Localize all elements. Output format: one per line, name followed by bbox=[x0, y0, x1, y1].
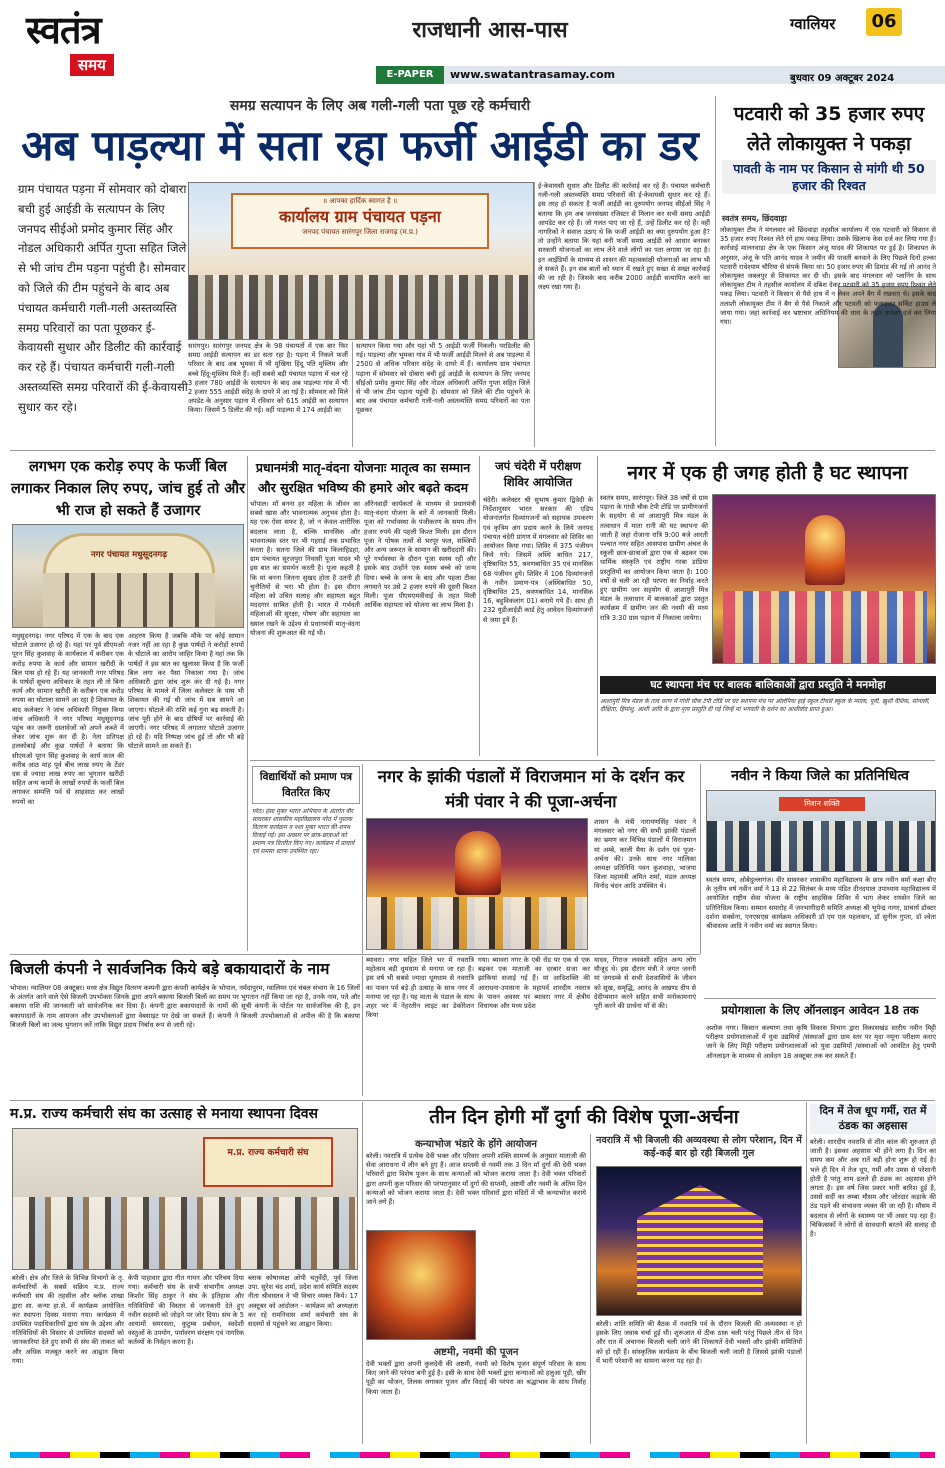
naveen-text: स्वतंत्र समय, ओबेदुल्लागंज। वीर सावरकर शासकीय महाविद्यालय के छात्र नवीन वर्मा कक्षा बीए के तृतीय वर्ष नवीन वर्मा ने 13 से 22 सितंबर के मध्य पंडित दीनदयाल उपाध्याय महाविद्यालय में आयोजित राष्ट्रीय सेवा योजना के राष्ट्रीय साहसिक शिविर में भाग लेकर रायसेन जिले का प्रतिनिधित्व किया। सम्मान समारोह में जनभागीदारी समिति अध्यक्ष श्री भूपेन्द्र नागर, प्राचार्य डॉक्टर दर्शना सक्सेना, एनएसएस कार्यक्रम अधिकारी डॉ एम एल पहलवान, डॉ सुनील गुप्ता, डॉ श्वेता श्रीवास्तव आदि ने नवीन वर्मा का स्वागत किया। bbox=[706, 876, 936, 931]
lab-text: अशोक नगर। किसान कल्याण तथा कृषि विकास विभाग द्वारा विकासखंड स्तरीय नवीन मिट्टी परीक्षण प्रयोगशालाओं में युवा उद्यमियों /संस्थाओं द्वारा ग्राम स्तर पर मृदा नमूना परीक्षण कराए जाने के लिए मिट्टी परीक्षण प्रयोगशालाओं को युवा उद्यमियों /संस्थाओं को आवंटित हेतु एमपी ऑनलाइन के माध्यम से आवेदन 18 अक्टूबर तक कर सकते हैं। bbox=[706, 1024, 936, 1060]
ghat-photo bbox=[712, 494, 936, 664]
durga-text1: बरेली। नवरात्रि में प्रत्येक देवी भक्त और परिवार अपनी शक्ति सामर्थ्य के अनुसार माताजी की सेवा आराधना में लीन बने हुए हैं। आज सप्तमी से नवमी तक 3 दिन माँ दुर्गा की देवी भक्त परिवारों द्वारा विशेष पूजन के साथ कन्याओं को भोजन कराया जाता है। देवी भक्त परिवारों द्वारा अपनी कुल परिवार की परंपरानुसार माँ दुर्गा की सप्तमी, अष्टमी और नवमी के अंतिम दिन कन्याओं को भोजन कराया जाता है। देवी भक्त परिवारों द्वारा मंदिरों में भी कन्याभोज कराये जाने लगे हैं। bbox=[366, 1152, 586, 1207]
durga-text1b bbox=[480, 1230, 586, 1340]
sign-main-text: कार्यालय ग्राम पंचायत पड़ना bbox=[279, 207, 441, 226]
print-color-bar-right bbox=[650, 1452, 935, 1458]
lokayukt-headline-2: लेते लोकायुक्त ने पकड़ा bbox=[747, 133, 911, 155]
bijli-text: भोपाल। ग्वालियर 08 अक्टूबर। मध्य क्षेत्र विद्युत वितरण कम्पनी द्वारा कंपनी कार्यक्षेत्र के भोपाल, नर्मदापुरम, ग्वालियर एवं चंबल संभाग के 16 जिलों के अंतर्गत आने वाले ऐसे बिजली उपभोक्ता जिनके द्वारा अपने बकाया बिजली बिलों का समय पर भुगतान नहीं किया जा रहा है, उनके नाम, पते और बकाया राशि की जानकारी को सार्वजनिक कर दिया है। कंपनी द्वारा बकायादारों के नामों की सूची कंपनी के पोर्टल पर सार्वजनिक की है, इन बकायादारों के नाम आमजन और उपभोक्ताओं द्वारा वेबसाइट पर देखे जा सकते हैं। कंपनी ने बिजली उपभोक्ताओं से अपील की है कि बकाया बिजली बिलों का जल्द भुगतान करें ताकि विद्युत प्रदाय निर्बाध रूप से जारी रहे। bbox=[10, 984, 360, 1029]
brand-logo bbox=[26, 7, 166, 82]
jhanki-photo bbox=[366, 818, 588, 950]
jhanki-col2: गया। ब्यावरा नगर के एबी रोड पर एक से एक बढ़कर एक माताजी का दरबार सजा कर झांकियां सजाई गई हैं। मां आदिशक्ति की आराधना-उपासना के महापर्व शारदीय नवरात्र के पावन अवसर पर ब्यावरा नगर में क्षेत्रीय विधायक और मध्य प्रदेश bbox=[478, 956, 590, 1011]
sangh-col2: केपी पाहावार द्वारा गीत गायन और परिचय दिया गया। कर्मचारी संघ के सभी संभागीय अध्यक्ष किशोर सिंह ठाकुर ने संघ के इतिहास और गतिविधियों की विस्तार से जानकारी देते हुए नवीन सदस्यों को जोड़ने पर जोर दिया। संघ के 5 आयामों समरसता, कुटुम्ब प्रबोधन, स्वदेशी वस्तुओं के उपयोग, पर्यावरण संरक्षण एवं नागरिक कर्तव्यों के निर्वहन करना है। bbox=[128, 1274, 244, 1347]
sangh-headline: म.प्र. राज्य कर्मचारी संघ का उत्साह से मनाया स्थापना दिवस bbox=[10, 1106, 318, 1122]
stage-goddess bbox=[805, 515, 845, 585]
jhanki-side: शासन के मंत्री नारायणसिंह पंवार ने मंगलवार को नगर की सभी झांकी पंडालों का भ्रमण कर विभिन्न पंडालों में विराजमान मां अम्बे, काली मैया के दर्शन एवं पूजा-अर्चना की। उनके साथ नगर पालिका अध्यक्ष प्रतिनिधि पवन कुशवाहा, भाजपा जिला महामंत्री अमित शर्मा, मंडल अध्यक्ष विनोद चंदन आदि उपस्थित थे। bbox=[594, 818, 696, 891]
page-number: 06 bbox=[866, 8, 902, 36]
ghat-caption: आशापुरी मित्र मंडल के तत्व धरण में गांधी चौक टेपी टोडि पर घट स्थापना मंच पर ओलंपिया हाई स्कूल टीचर्स स्कूल के म्याला, पूर्वी, खुशी वैशिक, सोनाली, दीक्षिता, हिमांशु, आशी आदि के द्वारा नृत्य प्रस्तुति दी गई जिन्हें मां भगवती के दर्शन का आशीर्वाद प्राप्त हुआ। bbox=[600, 698, 930, 713]
naveen-headline: नवीन ने किया जिले का प्रतिनिधित्व bbox=[731, 768, 909, 784]
jhanki-headline: नगर के झांकी पंडालों में विराजमान मां के दर्शन कर मंत्री पंवार ने की पूजा-अर्चना bbox=[377, 767, 685, 811]
print-color-bar-center bbox=[330, 1452, 630, 1458]
students-row bbox=[707, 821, 936, 872]
bijli-headline: बिजली कंपनी ने सार्वजनिक किये बड़े बकायादारों के नाम bbox=[10, 960, 330, 978]
durga-text2: देवी भक्तों द्वारा अपनी कुलदेवी की अष्टमी, नवमी को विशेष पूजन संपूर्ण परिवार के साथ किए जाने की परंपरा बनी हुई है। इसी के साथ देवी भक्तों द्वारा कन्याओं को हलुआ पूड़ी, खीर पूड़ी का भोजन, तिलक लगाकर पूजन और विदाई की परंपरा का श्रद्धाभाव के साथ निर्वाह किया जाता है। bbox=[366, 1360, 586, 1396]
fakebill-headline: लगभग एक करोड़ रुपए के फर्जी बिल लगाकर निकाल लिए रुपए, जांच हुई तो और भी राज हो सकते हैं उजागर bbox=[10, 459, 246, 519]
dancers bbox=[723, 591, 927, 664]
fakebill-col1: मधुसूदनगढ़। नगर परिषद में एक के बाद एक घोटाले उजागर हो रहे हैं। यहां पर पूर्व सीएमओ पूरन सिंह कुशवाह के कार्यकाल में करीबन एक करोड़ रुपया के कार्य और सामान खरीदी के बिल पास हो रहे हैं। यह जानकारी नगर परिषद के पार्षदों सूचना अधिकार के तहत ली तो बिना कार्य और सामान खरीदी के करीबन एक करोड़ रुपया का घोटाला सामने आ रहा है शिकायत के बाद कलेक्टर ने जांच अधिकारी नियुक्त किया जांच अधिकारी ने नगर परिषद मधुसूदनगढ़ पहुंच कर जरूरी दस्तावेजों को अपने कब्जे में लेकर जांच शुरू कर दी है। नेता प्रतिपक्ष हलकोबाई और कुछ पार्षदों ने बताया कि सीएमओ पूरन सिंह कुशवाह के कार्य काल की करीब आठ माह पूर्व बीच लाख रुपए के टेंडर दस से ज्यादा लाख रुपए का भुगतान खरीदी सहित अन्य कामों के लाखों रुपयों के फर्जी बिल लगाकर सम्पत्ति पर्व से साढ़साठ कर लाखों रुपयों का bbox=[12, 632, 124, 806]
brand-bottom: समय bbox=[70, 54, 114, 76]
lokayukt-text: लोकायुक्त टीम ने मंगलवार को छिंदवाड़ा तहसील कार्यालय में एक पटवारी को किसान से 35 हजार रुपए रिश्वत लेते रंगे हाथ पकड़ लिया। उसके खिलाफ केस दर्ज कर लिया गया है। कार्रवाई मालनवाड़ा क्षेत्र के एक किसान अंजू यादव की शिकायत पर हुई है। शिकायत के अनुसार, अंजू के पति आनंद यादव ने जमीन की पावती बनवाने के लिए पिछले दिनों हल्का पटवारी राधेश्याम चौरिया से संपर्क किया था। 50 हजार रुपए की डिमांड की गई तो आनंद ने लोकायुक्त जबलपुर से शिकायत कर दी थी। इसके बाद मंगलवार को प्लानिंग के साथ लोकायुक्त टीम ने तहसील कार्यालय में दबिश देकर पटवारी को 35 हजार रुपए रिश्वत लेते पकड़ लिया। पटवारी ने किसान से पैसे हाथ में न लेकर अपने बैग में रखवाए थे। इसके बाद तलाशी लोकायुक्त टीम ने बैग से पैसे निकाले और पटवारी को फकड़कर सर्किट हाउस ले जाया गया। जहां कार्रवाई कर भ्रष्टाचार अधिनियम की धारा के तहत मामला दर्ज कर लिया गया। bbox=[720, 226, 936, 327]
lead-col3: ई-केवायसी सुधार और डिलीट की कार्रवाई कर रहे हैं। पंचायत कर्मचारी गली-गली अस्तव्यस्ति समग्र परिवारों की ई-केवायसी सुधार कर रहे हैं। इस तरह हो सकता है फर्जी आईडी का दुरुपयोग जनपद सीईओ सिंह ने बताया कि हम अब जनसंख्या रजिस्टर से मिलान कर सभी समग्र आईडी आपडेट कर रहे हैं। जो गलत पाए जा रहे हैं, उन्हें डिलीट कर रहे हैं। वहीं नागरिकों ने सवाल उठाए थे कि फर्जी आईडी का क्या दुरुपयोग हुआ है? तो उन्होंने बताया कि यहां बनी फर्जी समग्र आईडी को आधार बनाकर सरकारी योजनाओं का लाभ लेने वाले लोगों का पता लगाया जा रहा है। इन आईडियों के माध्यम से शासन की महत्वकांक्षी योजनाओं का लाभ भी ले सकते हैं। इन सब बातों को ध्यान में रखते हुए सख्त से सख्त कार्रवाई की जा रही है। जिसके बाद करीब 2000 आईडी सत्यापित करने का लक्ष्य रखा गया है। bbox=[538, 182, 710, 292]
lokayukt-byline: स्वतंत्र समय, छिंदवाड़ा bbox=[722, 214, 787, 223]
lead-col1: सारंगपुर। सारंगपुर जनपद क्षेत्र के 98 पंचायतों में एक बार फिर समग्र आईडी सत्यापन का डर सता रहा है। पड़ना में निकले फर्जी परिवार के बाद अब भूमका में भी मुखिया हिंदू पति मुस्लिम और बच्चे हिंदू-मुस्लिम मिले हैं। वहीं सबसे बड़ी पंचायत पड़ाना में चल रहे 3 हजार 780 आईडी के सत्यापन के बाद अब पाड़ल्या गांव में भी 2 हजार 555 आईडी संदेह के दायरे में आ गई है। सोमवार को मिले अपडेट के अनुसार पड़ाना में रविवार को 615 आईडी का सत्यापन किया। जिसमें 5 डिलीट की गई। वहीं पाड़ल्या में 174 आईडी का bbox=[188, 342, 348, 415]
fakebill-col2: आहरण किया है जबकि मौके पर कोई सामान नजर नहीं आ रहा है कुछ पार्षदों ने करोड़ों रुपयों के घोटाले का आरोप जाहिर किया है यहां तक कि पार्षदों ने इस बात का खुलासा किया है कि फर्जी बिल लगा कर पैसा निकाला गया है। जांच अधिकारी द्वारा जांच शुरू कर दी गई है। नगर परिषद के मामले में जिला कलेक्टर के पास भी शिकायत की गई थी जांच में सब सामने आ जाएगा। घोटाले की राशि कई गुना बढ़ सकती है। जांच पूरी होने के बाद दोषियों पर कार्रवाई की जाएगी। नगर परिषद में लगातार घोटाले उजागर हो रहे हैं। यदि निष्पक्ष जांच हुई तो और भी बड़े घोटाले सामने आ सकते हैं। bbox=[128, 632, 244, 751]
lead-headline: अब पाड़ल्या में सता रहा फर्जी आईडी का डर bbox=[21, 121, 699, 170]
ghat-text: स्वतंत्र समय, सारंगपुर। जिले 38 वर्षों से ग्राम पड़ाना के गांधी चौक टेपी टोडि पर प्रामीणजनों के सहयोग से मां आशापुरी मित्र मंडल के तत्वाधान में माता रानी की घट स्थापना की जाती है जहां रोजाना रात्रि 9:00 बजे आरती पश्चात नगर सहित आसपास ग्रामीण अंचल के स्कूली छात्र-छात्राओं द्वारा एक से बढ़कर एक धार्मिक संस्कृति एवं राष्ट्रीय गरबा डांडिया प्रस्तुतियों का आयोजन किया जाता है। 100 वर्षों से चली आ रही परंपरा का निर्वाह करते हुए ग्रामीण जन सहयोग से आशापुरी मित्र मंडल के तत्वाधान में बालकाओं द्वारा प्रस्तुत कार्यक्रम में ग्रामीण जन की नवमी की मध्य रात्रि 3:30 ग्राम पड़ाना में निकाला जायेगा। bbox=[600, 494, 708, 622]
lead-kicker: समग्र सत्यापन के लिए अब गली-गली पता पूछ रहे कर्मचारी bbox=[229, 98, 531, 114]
durga-sub3: नवरात्रि में भी बिजली की अव्यवस्था से लोग परेशान, दिन में कई-कई बार हो रही बिजली गुल bbox=[596, 1135, 802, 1159]
vidyarthi-text: परेठ। हंसा मुक्त भारत अभियान के अंतर्गत वीर सावरकर शासकीय महाविद्यालय परेठ में पुस्तक वितरण कार्यक्रम व नशा मुक्त भारत की शपथ दिलाई गई। इस अवसर पर छात्र-छात्राओं को प्रमाण पत्र वितरित किए गए। कार्यक्रम में प्राचार्य एवं समस्त स्टाफ उपस्थित रहा। bbox=[252, 808, 355, 855]
lab-headline: प्रयोगशाला के लिए ऑनलाइन आवेदन 18 तक bbox=[721, 1003, 919, 1017]
sangh-members bbox=[13, 1197, 358, 1270]
sangh-col3: ब्लाक कोषाध्यक्ष ओपी चतुर्वेदी, पूर्व जिला उपा. सुरेश चंद शर्मा, प्रदेश कार्य समिति सदस्य नीता श्रीवास्तव ने भी विचार व्यक्त किये। 17 अक्टूबर को आंदोलन - कार्यक्रम को अध्यक्षता कर रहे रामनिवास शर्मा कर्मचारी संघ के सदस्यों से पहुंचने का आह्वान किया। bbox=[248, 1274, 358, 1329]
lokayukt-sub: पावती के नाम पर किसान से मांगी थी 50 हजार की रिश्वत bbox=[722, 160, 936, 194]
sangh-col1: बरेली। क्षेत्र और जिले के विभिन्न विभागों के तृ. कर्मचारियों के सबसे सक्रिय म.प्र. राज्य कर्मचारी संघ की तहसील और ब्लॉक शाखा द्वारा शा. कन्या हा.से. में कार्यक्रम आयोजित कर स्थापना दिवस मनाया गया। कार्यक्रम में उपस्थित पदाधिकारियों द्वारा संघ के उद्देश्य और गतिविधियों की विस्तार से उपस्थित सदस्यों को जानकारियां देते हुए सभी से संघ की ताकत को और अधिक मजबूत करने का आह्वान किया गया। bbox=[12, 1274, 124, 1365]
lit-pandal bbox=[637, 1185, 763, 1295]
gate-text: नगर पंचायत मधुसूदनगढ़ bbox=[91, 550, 167, 560]
sign-sub-text: जनपद पंचायत सारंगपुर जिला राजगढ़ (म.प्र.) bbox=[302, 228, 418, 236]
brand-top: स्वतंत्र bbox=[26, 7, 101, 52]
durga-photo-2 bbox=[596, 1166, 802, 1316]
ghat-headline: नगर में एक ही जगह होती है घट स्थापना bbox=[627, 462, 908, 484]
lead-col2: सत्यापन किया गया और यहां भी 5 आईडी फर्जी निकली। परडिलीट की गई। पाड़ल्या और भूमका गांव में भी फर्जी आईडी मिलने से अब पाड़ल्या में 2500 से अधिक परिवार संदेह के दायरे में हैं। कार्यालय ग्राम पंचायत पड़ाना में सोमवार को दोबारा बची हुई आईडी के सत्यापन के लिए जनपद सीईओ प्रमोद कुमार सिंह और नोडल अधिकारी अर्पित गुप्ता सहित जिले से भी जांच टीम पड़ाना पहुंची है। सोमवार को जिले की टीम पहुंचने के बाद अब पंचायत कर्मचारी गली-गली अस्तव्यस्ति समग्र परिवारों का पता पूछकर bbox=[356, 342, 530, 415]
durga-sub1: कन्याभोज भंडारे के होंगे आयोजन bbox=[415, 1139, 537, 1150]
pandal-idol bbox=[455, 831, 501, 895]
building-sign bbox=[231, 193, 489, 249]
issue-date: बुधवार 09 अक्टूबर 2024 bbox=[790, 73, 895, 84]
jhanki-col3: यादव, गिराज लववंशी सहित अन्य लोग मौजूद थे। इस दौरान मंत्री ने जगत जननी मां जगदम्बे से सभी देशवासियों के जीवन को सुख, समृद्धि, आनंद के अखण्ड दीप से देदीप्यमान करने सहित सभी मनोकामनाएं पूरी करने की प्रार्थना माँ से की। bbox=[594, 956, 696, 1011]
sign-top-text: ॥ आपका हार्दिक स्वागत है ॥ bbox=[322, 197, 398, 205]
durga-photo-1 bbox=[366, 1230, 476, 1340]
website-link[interactable]: www.swatantrasamay.com bbox=[450, 68, 616, 81]
masthead bbox=[0, 0, 945, 88]
matru-headline: प्रधानमंत्री मातृ-वंदना योजनाः मातृत्व का सम्मान और सुरक्षित भविष्य की हमारे ओर बढ़ते कदम bbox=[255, 460, 471, 495]
sangh-banner: म.प्र. राज्य कर्मचारी संघ bbox=[203, 1137, 333, 1187]
durga-text3: बरेली। शांति समिति की बैठक में नवरात्रि पर्व के दौरान बिजली की अव्यवस्था न हो इसके लिए जवाब चर्चा हुई थी। शुरूआत से ठीक ठाक चली परंतु पिछले तीन से दिन और रात में अचानक बिजली चली जाने की शिकायतें देवी भक्तों और झांकी समितियों को हो रही हैं। सांस्कृतिक कार्यक्रम के बीच बिजली चली जाती है जिससे झांकी पंडालों में भारी परेशानी का सामना करना पड़ रहा है। bbox=[596, 1320, 802, 1365]
people-group bbox=[189, 275, 534, 340]
naveen-banner: मिशन शक्ति bbox=[779, 797, 865, 811]
epaper-badge: E-PAPER bbox=[376, 66, 444, 84]
durga-sub2: अष्टमी, नवमी की पूजन bbox=[433, 1347, 519, 1358]
city: ग्वालियर bbox=[790, 15, 836, 33]
matru-col2: औरेनवाड़ी कार्यकर्ता के माध्यम से प्रधानमंत्री मातृ-वंदना योजना के बारे में जानकारी मिली। पूजा को गर्भावस्था के पंजीकरण के समय तीन हजार रुपये की पहली किश्त मिली। इस दौरान पूजा ने पोषक तत्वों से भरपूर फल, सब्जियों और अन्य जरूरत के सामान की खरीददारी की। पूरे गर्भावस्था के दौरान पूजा स्वस्थ रही और इसके बाद उन्होंने एक स्वस्थ बच्चे को जन्म दिया। बच्चे के जन्म के बाद और पहला टीका लगवाने पर उसे 2 हजार रुपये की दूसरी किश्त मिली। पूजा पीएमएमवीवाई के तहत मिली आर्थिक सहायता को योजना का लाभ मिला है। bbox=[364, 500, 476, 610]
heat-text: बरेली। शारदीय नवरात्रि से शीत काल की शुरुआत हो जाती है। इसका अहसास भी होने लगा है। दिन का समय कम और अब रातें बड़ी होना शुरू हो गई है। भले ही दिन में तेज धूप, गर्मी और उमस से परेशानी होती है परंतु शाम ढलते ही ठंडक का अहसास होने लगता है। इस वर्ष जिस प्रकार भारी बारिश हुई है, उससे सर्दी का लम्बा मौसम और जोरदार कड़ाके की ठंड पड़ने की संभावना व्यक्त की जा रही है। मौसम में बदलाव से लोगों के स्वास्थ्य पर भी असर पड़ रहा है। चिकित्सकों ने लोगों से सावधानी बरतने की सलाह दी है। bbox=[810, 1138, 936, 1239]
naveen-photo bbox=[706, 790, 936, 872]
vidyarthi-headline: विद्यार्थियों को प्रमाण पत्र वितरित किए bbox=[252, 766, 360, 804]
gate-pillars bbox=[43, 573, 215, 628]
print-color-bar-left bbox=[10, 1452, 310, 1458]
lead-photo bbox=[188, 182, 534, 340]
durga-headline: तीन दिन होगी माँ दुर्गा की विशेष पूजा-अर्चना bbox=[429, 1106, 739, 1128]
visitors bbox=[367, 897, 588, 950]
ghat-bar: घट स्थापना मंच पर बालक बालिकाओं द्वारा प्रस्तुति ने मनमोहा bbox=[600, 676, 936, 694]
section-title: राजधानी आस-पास bbox=[412, 18, 568, 43]
lead-intro: ग्राम पंचायत पड़ना में सोमवार को दोबारा बची हुई आईडी के सत्यापन के लिए जनपद सीईओ प्रमोद कुमार सिंह और नोडल अधिकारी अर्पित गुप्ता सहित जिले से भी जांच टीम पड़ना पहुंची है। सोमवार को जिले की टीम पहुंचने के बाद अब पंचायत कर्मचारी गली-गली अस्तव्यस्ति समग्र परिवारों का पता पूछकर ई-केवायसी सुधार और डिलीट की कार्रवाई कर रहे हैं। पंचायत कर्मचारी गली-गली अस्तव्यस्ति समग्र परिवारों की ई-केवायसी सुधार कर रहे। bbox=[18, 182, 188, 414]
chanderi-text: चंदेरी। कलेक्टर श्री सुभाष कुमार द्विवेदी के निर्देशानुसार भारत सरकार की एडिप योजनांतर्गत दिव्यांगजनों को सहायक उपकरण एवं कृत्रिम अंग प्रदाय करने के लिये जनपद पंचायत चंदेरी प्रांगण में मंगलवार को शिविर का आयोजन किया गया। शिविर में 375 पंजीयन किये गये। जिसमें अस्थि बाधित 217, दृष्टिबाधित 55, श्रवणबाधित 35 एवं मानसिक 68 पंजीयन हुये। शिविर में 106 दिव्यांगजनों के नवीन प्रमाण-पत्र (अस्थिबाधित 50, दृष्टिबाधित 25, श्रवणबाधित 14, मानसिक 16, बहुविकलांग 01) बनाये गये हैं। साथ ही 232 यूडीआईडी कार्ड हेतु आवेदन दिव्यांगजनों से जमा हुये हैं। bbox=[483, 496, 593, 624]
chanderi-headline: जपं चंदेरी में परीक्षण शिविर आयोजित bbox=[495, 459, 581, 489]
heat-headline: दिन में तेज धूप गर्मी, रात में ठंडक का अहसास bbox=[810, 1104, 936, 1134]
matru-col1: भोपाल। माँ बनना हर महिला के जीवन का सबसे खास और भावनात्मक अनुभव होता है। यह एक ऐसा सफर है, जो न केवल शारीरिक बदलाव लाता है, बल्कि मानसिक और भावनात्मक स्तर पर भी गहराई तक प्रभावित करता है। सतना जिले की ग्राम किलाहिडहा, ग्राम पंचायत सूरजपुरा निवासी पूजा यादव भी इस बात का समर्थन करती है। पूजा कहती है कि मां बनना जितना सुखद होता है उतनी ही चुनौतियों से भरा भी होता है। इस दौरान महिला को उचित सलाह और सहायता बहुत मददगार साबित होती है। भारत में गर्भवती महिलाओं की सुरक्षा, पोषण और सहायता का ख्याल रखने के उद्देश्य से प्रधानमंत्री मातृ-वंदना योजना की शुरूआत की गई थी। bbox=[250, 500, 360, 637]
sangh-photo bbox=[12, 1128, 358, 1270]
fakebill-photo bbox=[12, 524, 244, 628]
lokayukt-headline-1: पटवारी को 35 हजार रुपए bbox=[733, 103, 925, 125]
jhanki-col1: ब्यावरा। नगर सहित जिले भर में नवरात्रि महोत्सव बड़ी धूमधाम से मनाया जा रहा है। इस वर्ष भी सबसे ज्यादा धूमधाम से नवरात्रि का पावन पर्व बड़े ही उत्साह के साथ नगर में मनाया जा रहा है। यह माता के पंडाल के साथ शहर भर में नेहरतीन लाइट का डेकोरेशन किया bbox=[366, 956, 474, 1020]
